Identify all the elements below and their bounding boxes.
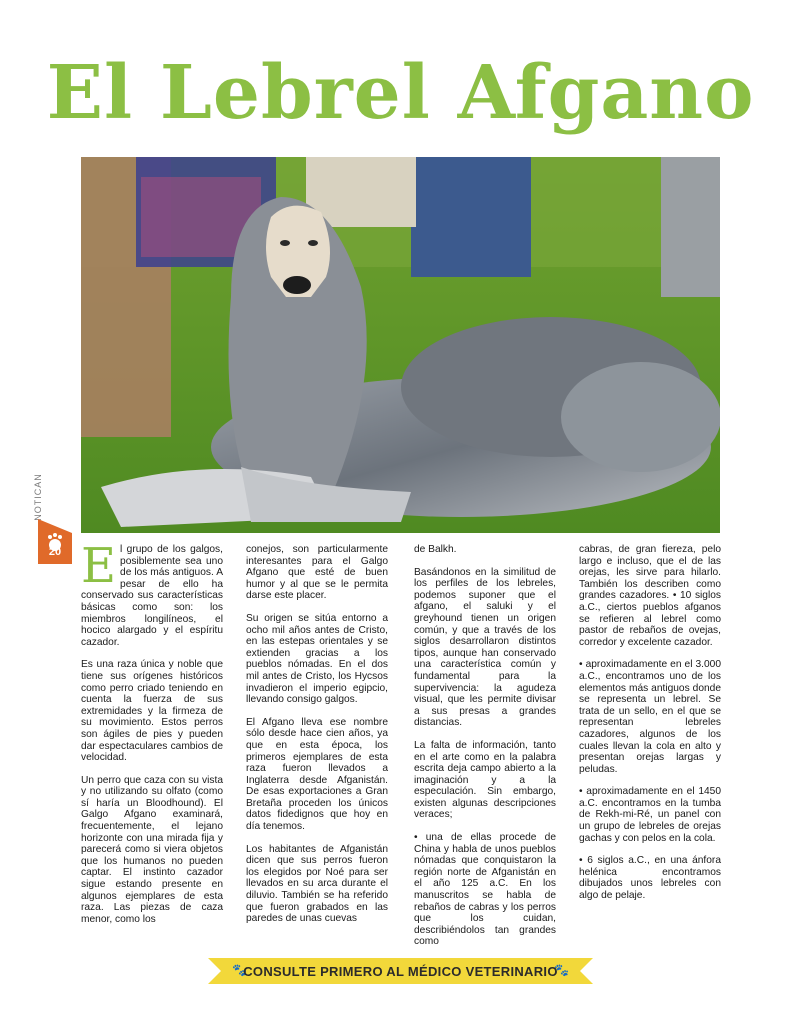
paragraph: de Balkh. [414,544,457,555]
paragraph: • aproximadamente en el 1450 a.C. encontramos en la tumba de Rekh-mi-Ré, un panel con un grupo de lebreles de orejas gachas y con pelos en la cola. [579,786,721,844]
paw-icon: 🐾 [554,963,569,977]
paragraph: • una de ellas procede de China y habla de unos pueblos nómadas que conquistaron la región norte de Afganistán en el año 125 a.C. En los manuscritos se habla de rebaños de cabras y los perros que los cuidan, describiéndolos tan grandes como [414,832,556,948]
paragraph: Los habitantes de Afganistán dicen que sus perros fueron los elegidos por Noé para ser llevados en su arca durante el diluvio. También se ha referido que fueron grabados en las paredes de unas cuevas [246,843,388,925]
paragraph: Basándonos en la similitud de los perfiles de los lebreles, podemos suponer que el afgano, el saluki y el greyhound tienen un origen común, y que a través de los siglos desarrollaron distintos tipos, aunque han conservado una característica común y fundamental para la supervivencia: la agudeza visual, que les permite divisar a sus presas a grandes distancias. [414,566,556,729]
article-body [81,538,721,948]
paragraph: El Afgano lleva ese nombre sólo desde hace cien años, ya que en esta época, los primeros ejemplares de esta raza fueron llevados a Inglaterra desde Afganistán. De esas exportaciones a Gran Bretaña proceden los únicos datos fidedignos que hoy en día tenemos. [246,716,388,833]
footer-banner [208,958,593,984]
brand-label: NOTICAN [32,473,43,521]
column-4 [579,544,721,913]
drop-cap: E [81,538,117,594]
footer-text: CONSULTE PRIMERO AL MÉDICO VETERINARIO [243,964,558,979]
page-number: 20 [48,546,62,558]
article-title: El Lebrel Afgano [46,50,755,136]
paragraph: Es una raza única y noble que tiene sus orígenes históricos como perro criado teniendo en cuenta la fuerza de sus extremidades y la firmeza de su movimiento. Estos perros son ágiles de pies y pueden dar espectaculares cambios de velocidad. [81,659,223,764]
column-2 [246,544,388,936]
paragraph: La falta de información, tanto en el arte como en la palabra escrita deja campo abierto a la imaginación y a la especulación. Sin embargo, existen algunas descripciones veraces; [414,739,556,821]
paragraph: conejos, son particularmente interesantes para el Galgo Afgano que esté de buen humor y al que se le permita darse este placer. [246,544,388,602]
column-3 [414,544,556,959]
paragraph: Su origen se sitúa entorno a ocho mil años antes de Cristo, en las estepas orientales y se extienden gracias a los pueblos nómadas. En el dos mil antes de Cristo, los Hycsos invadieron el imperio egipcio, llevando consigo galgos. [246,612,388,706]
paragraph: Un perro que caza con su vista y no utilizando su olfato (como sí haría un Bloodhound). El Galgo Afgano examinará, frecuentemente, el lejano horizonte con una mirada fija y parecerá como si viera objetos que los humanos no pueden captar. El instinto cazador sigue estando presente en algunos ejemplares de esta raza. Las piezas de caza menor, como los [81,774,223,925]
paragraph: cabras, de gran fiereza, pelo largo e incluso, que el de las orejas, les sirve para hilarlo. También los describen como grandes cazadores. • 10 siglos a.C., ciertos pueblos afganos se refieren al lebrel como pastor de rebaños de ovejas, corredor y excelente cazador. [579,544,721,648]
page-number-tab [38,519,72,564]
paragraph: El grupo de los galgos, posiblemente sea uno de los más antiguos. A pesar de ello ha conservado sus características básicas como son: los miembros longilíneos, el hocico alargado y el espíritu cazador. [81,538,223,648]
paw-icon: 🐾 [232,963,247,977]
paragraph: • 6 siglos a.C., en una ánfora helénica encontramos dibujados unos lebreles con algo de pelaje. [579,855,721,902]
column-1 [81,538,223,936]
afghan-hound-photo [81,157,720,533]
paragraph: • aproximadamente en el 3.000 a.C., encontramos uno de los elementos más antiguos donde se representa un lebrel. Se trata de un sello, en el que se representan lebreles cazadores, algunos de los cuales llevan la cola en alto y presentan orejas largas y peludas. [579,659,721,775]
